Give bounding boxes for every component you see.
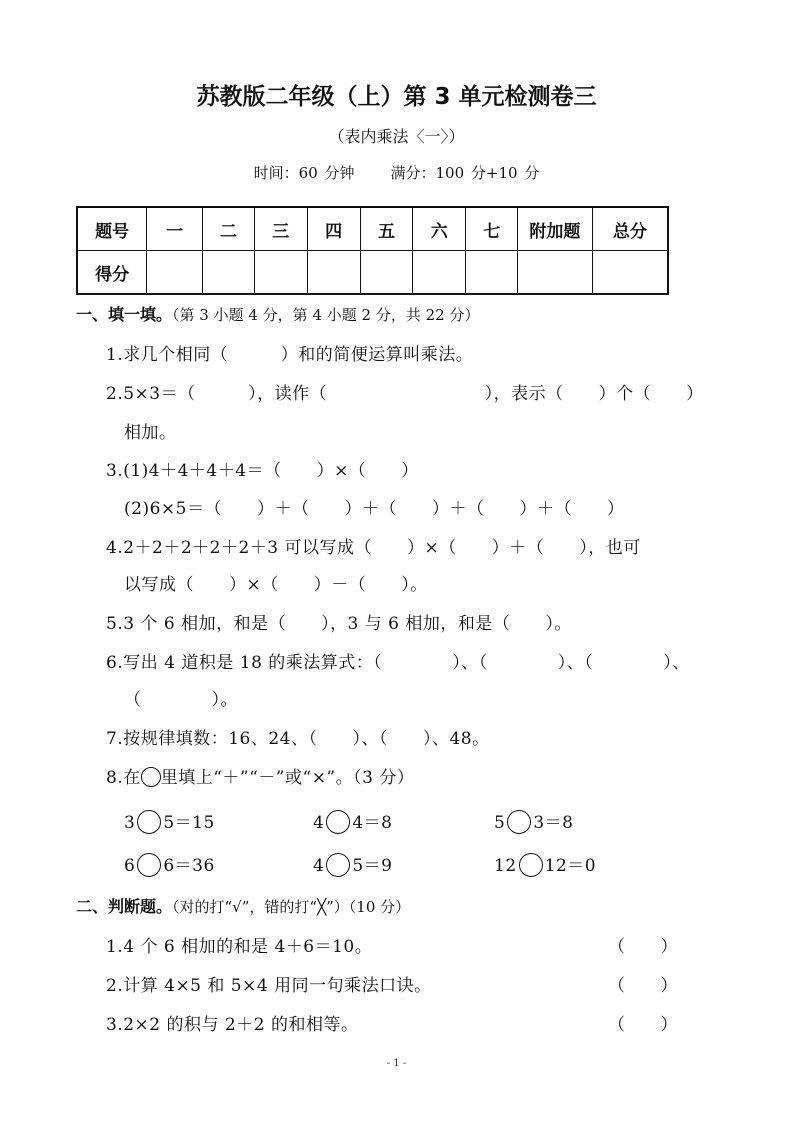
question-8-suffix: 里填上“＋”“－”或“×”。（3 分） [160,768,415,788]
header-cell: 三 [254,207,307,251]
score-cell [203,251,255,295]
q8-item [494,851,596,877]
header-cell: 七 [466,207,518,251]
judge-answer-paren[interactable]: （ ） [608,976,678,996]
question-6-line1: 6.写出 4 道积是 18 的乘法算式：（ ）、（ ）、（ ）、 [106,653,690,673]
question-3-line1: 3.(1)4＋4＋4＋4＝（ ）×（ ） [106,461,419,481]
judge-item-text: 2.计算 4×5 和 5×4 用同一句乘法口诀。 [106,976,432,996]
header-cell: 四 [307,207,360,251]
judge-item-text: 3.2×2 的积与 2＋2 的和相等。 [106,1015,359,1035]
score-cell [466,251,518,295]
judge-answer-paren[interactable]: （ ） [608,1015,678,1035]
operator-circle-input[interactable] [137,853,161,877]
circle-blank-icon [141,767,161,787]
section1-note: （第 3 小题 4 分，第 4 小题 2 分，共 22 分） [172,306,480,324]
q8-right-expression: 4＝8 [352,813,393,833]
question-4-line2: 以写成（ ）×（ ）－（ ）。 [124,575,428,595]
score-table-score-row [77,251,668,295]
time-limit: 时间：60 分钟 [253,164,355,182]
section2-heading-line [76,894,410,917]
full-score: 满分：100 分+10 分 [390,164,540,182]
page-title: 苏教版二年级（上）第 3 单元检测卷三 [196,84,597,110]
question-8-prefix: 8.在 [106,768,141,788]
q8-item [124,808,215,834]
q8-right-expression: 6＝36 [163,856,215,876]
header-cell: 附加题 [518,207,593,251]
q8-left-operand: 12 [494,856,517,876]
q8-left-operand: 4 [313,856,325,876]
score-cell [307,251,360,295]
score-cell [413,251,466,295]
operator-circle-input[interactable] [137,810,161,834]
q8-right-expression: 5＝9 [352,856,393,876]
operator-circle-input[interactable] [507,810,531,834]
score-cell [518,251,593,295]
q8-right-expression: 5＝15 [163,813,215,833]
question-4-line1: 4.2＋2＋2＋2＋2＋3 可以写成（ ）×（ ）＋（ ），也可 [106,538,641,558]
judge-answer-paren[interactable]: （ ） [608,937,678,957]
header-cell: 二 [203,207,255,251]
page-subtitle: （表内乘法〈一〉） [328,127,465,146]
question-2-line1: 2.5×3＝（ ），读作（ ），表示（ ）个（ ） [106,384,704,404]
q8-right-expression: 3＝8 [533,813,574,833]
section2-note: （对的打“√”，错的打“╳”）（10 分） [172,898,411,916]
judge-item-text: 1.4 个 6 相加的和是 4＋6＝10。 [106,937,373,957]
header-cell: 六 [413,207,466,251]
q8-item [313,851,392,877]
q8-left-operand: 3 [124,813,136,833]
question-5: 5.3 个 6 相加，和是（ ），3 与 6 相加，和是（ ）。 [106,614,572,634]
question-6-line2: （ ）。 [124,690,238,710]
question-8-line [106,763,414,788]
section1-heading-line [76,302,479,325]
question-3-line2: (2)6×5＝（ ）＋（ ）＋（ ）＋（ ）＋（ ） [124,499,625,519]
operator-circle-input[interactable] [326,810,350,834]
header-cell: 总分 [592,207,668,251]
score-cell [360,251,413,295]
q8-right-expression: 12＝0 [544,856,597,876]
q8-left-operand: 4 [313,813,325,833]
score-table-header-row [77,207,668,251]
q8-left-operand: 6 [124,856,136,876]
section1-heading: 一、填一填。 [76,305,173,324]
score-cell [147,251,203,295]
q8-item [124,851,215,877]
page-number: - 1 - [386,1058,407,1069]
section2-heading: 二、判断题。 [76,897,173,916]
question-1: 1.求几个相同（ ）和的简便运算叫乘法。 [106,345,474,365]
header-cell: 题号 [77,207,147,251]
operator-circle-input[interactable] [326,853,350,877]
score-row-label: 得分 [77,251,147,295]
score-cell [254,251,307,295]
header-cell: 一 [147,207,203,251]
q8-item [494,808,573,834]
q8-item [313,808,392,834]
header-cell: 五 [360,207,413,251]
question-2-line2: 相加。 [124,423,177,443]
q8-left-operand: 5 [494,813,506,833]
score-cell [592,251,668,295]
score-table [76,206,669,295]
question-7: 7.按规律填数：16、24、（ ）、（ ）、48。 [106,729,490,749]
exam-info [0,162,793,183]
operator-circle-input[interactable] [519,853,543,877]
